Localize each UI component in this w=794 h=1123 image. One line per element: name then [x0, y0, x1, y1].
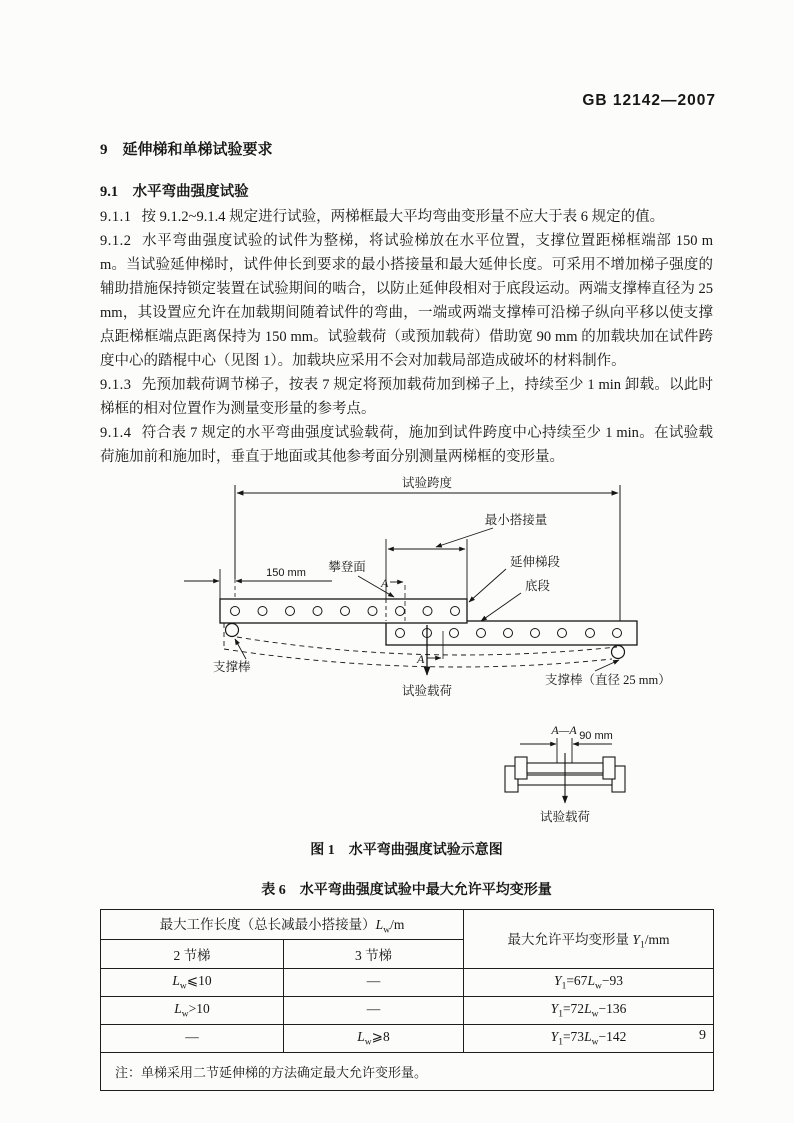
clause-number: 9.1.1	[100, 209, 132, 225]
clause-text: 符合表 7 规定的水平弯曲强度试验载荷，施加到试件跨度中心持续至少 1 min。在试验载荷施加前和施加时，垂直于地面或其他参考面分别测量两梯框的变形量。	[100, 425, 713, 465]
support-rod-right-label: 支撑棒（直径 25 mm）	[545, 673, 671, 687]
clause-text: 水平弯曲强度试验的试件为整梯，将试验梯放在水平位置，支撑位置距梯框端部 150 mm。当试验延伸梯时，试件伸长到要求的最小搭接量和最大延伸长度。可采用不增加梯子强度的辅助措施保持锁定装置在试验期间的啮合，以防止延伸段相对于底段运动。两端支撑棒直径为 25 mm，其设置应允许在加载期间随着试件的弯曲，一端或两端支撑棒可沿梯子纵向平移以使支撑点距梯框端点距离保持为 150 mm。试验载荷（或预加载荷）借助宽 90 mm 的加载块加在试件跨度中心的踏棍中心（见图 1）。加载块应采用不会对加载局部造成破坏的材料制作。	[100, 233, 713, 369]
climbing-face-label: 攀登面	[328, 560, 366, 574]
clause-number: 9.1.2	[100, 233, 132, 249]
table-header-max-deformation: 最大允许平均变形量 $Y_1/mm$	[464, 910, 714, 969]
dim-90-label: 90 mm	[579, 730, 613, 742]
support-rod-right-leader	[595, 660, 619, 671]
extension-section-leader	[469, 569, 506, 602]
support-rod-left-circle	[226, 624, 239, 637]
figure-1-diagram	[100, 471, 720, 835]
dim-150-lines	[184, 569, 332, 602]
cell-formula: $Y_1=72L_w-136$	[464, 997, 714, 1025]
section-aa-title: A—A	[551, 723, 577, 737]
clause-number: 9.1.4	[100, 425, 132, 441]
base-section-label: 底段	[525, 579, 551, 593]
cell-three-section: —	[284, 997, 464, 1025]
clause-text: 按 9.1.2~9.1.4 规定进行试验，两梯框最大平均弯曲变形量不应大于表 6 规定的值。	[141, 209, 665, 225]
section-mark-a-top: A	[381, 576, 389, 590]
table-row	[101, 997, 714, 1025]
table-row	[101, 1025, 714, 1053]
table-row	[101, 969, 714, 997]
cell-two-section: $L_w⩽10$	[101, 969, 284, 997]
support-rod-right-circle	[612, 646, 625, 659]
ladder-drawing	[220, 599, 637, 667]
section-mark-a-bottom: A	[417, 652, 425, 666]
table-header-two-section: 2 节梯	[101, 940, 284, 969]
figure-1-caption: 图 1 水平弯曲强度试验示意图	[310, 843, 503, 858]
clause-9-1-2	[100, 229, 713, 373]
section-test-load-label: 试验载荷	[539, 810, 591, 824]
cell-formula: $Y_1=67L_w-93$	[464, 969, 714, 997]
support-rod-left-label: 支撑棒	[213, 660, 251, 674]
table-note-row	[101, 1053, 714, 1091]
climbing-face-leader	[358, 576, 394, 597]
page-number: 9	[699, 1028, 706, 1043]
clause-text: 先预加载荷调节梯子，按表 7 规定将预加载荷加到梯子上，持续至少 1 min 卸载。以此时梯框的相对位置作为测量变形量的参考点。	[100, 377, 713, 417]
table-6	[100, 909, 714, 1091]
section-9-1-heading: 9.1 水平弯曲强度试验	[100, 184, 249, 200]
standard-code: GB 12142—2007	[582, 92, 716, 109]
clause-number: 9.1.3	[100, 377, 132, 393]
span-label: 试验跨度	[401, 476, 453, 490]
section-9-heading: 9 延伸梯和单梯试验要求	[100, 142, 273, 158]
min-overlap-label: 最小搭接量	[484, 513, 548, 527]
figure-1	[100, 471, 713, 835]
base-section-leader	[481, 593, 521, 621]
clause-9-1-4	[100, 421, 713, 469]
section-aa-detail	[505, 723, 625, 824]
extension-section-label: 延伸梯段	[510, 555, 561, 569]
cell-two-section: $L_w>10$	[101, 997, 284, 1025]
table-header-working-length: 最大工作长度（总长减最小搭接量）$L_w/m$	[101, 910, 464, 940]
min-overlap-leader	[436, 528, 493, 547]
table-note: 注：单梯采用二节延伸梯的方法确定最大允许变形量。	[101, 1053, 714, 1091]
table-header-three-section: 3 节梯	[284, 940, 464, 969]
clause-9-1-1	[100, 205, 713, 229]
table-6-caption: 表 6 水平弯曲强度试验中最大允许平均变形量	[261, 883, 552, 898]
body-column	[100, 0, 713, 1091]
cell-formula: $Y_1=73L_w-142$	[464, 1025, 714, 1053]
cell-two-section: —	[101, 1025, 284, 1053]
dim-150-label: 150 mm	[266, 567, 306, 579]
cell-three-section: $L_w⩾8$	[284, 1025, 464, 1053]
test-load-label: 试验载荷	[401, 684, 453, 698]
cell-three-section: —	[284, 969, 464, 997]
support-rod-left-leader	[235, 639, 246, 659]
clause-9-1-3	[100, 373, 713, 421]
